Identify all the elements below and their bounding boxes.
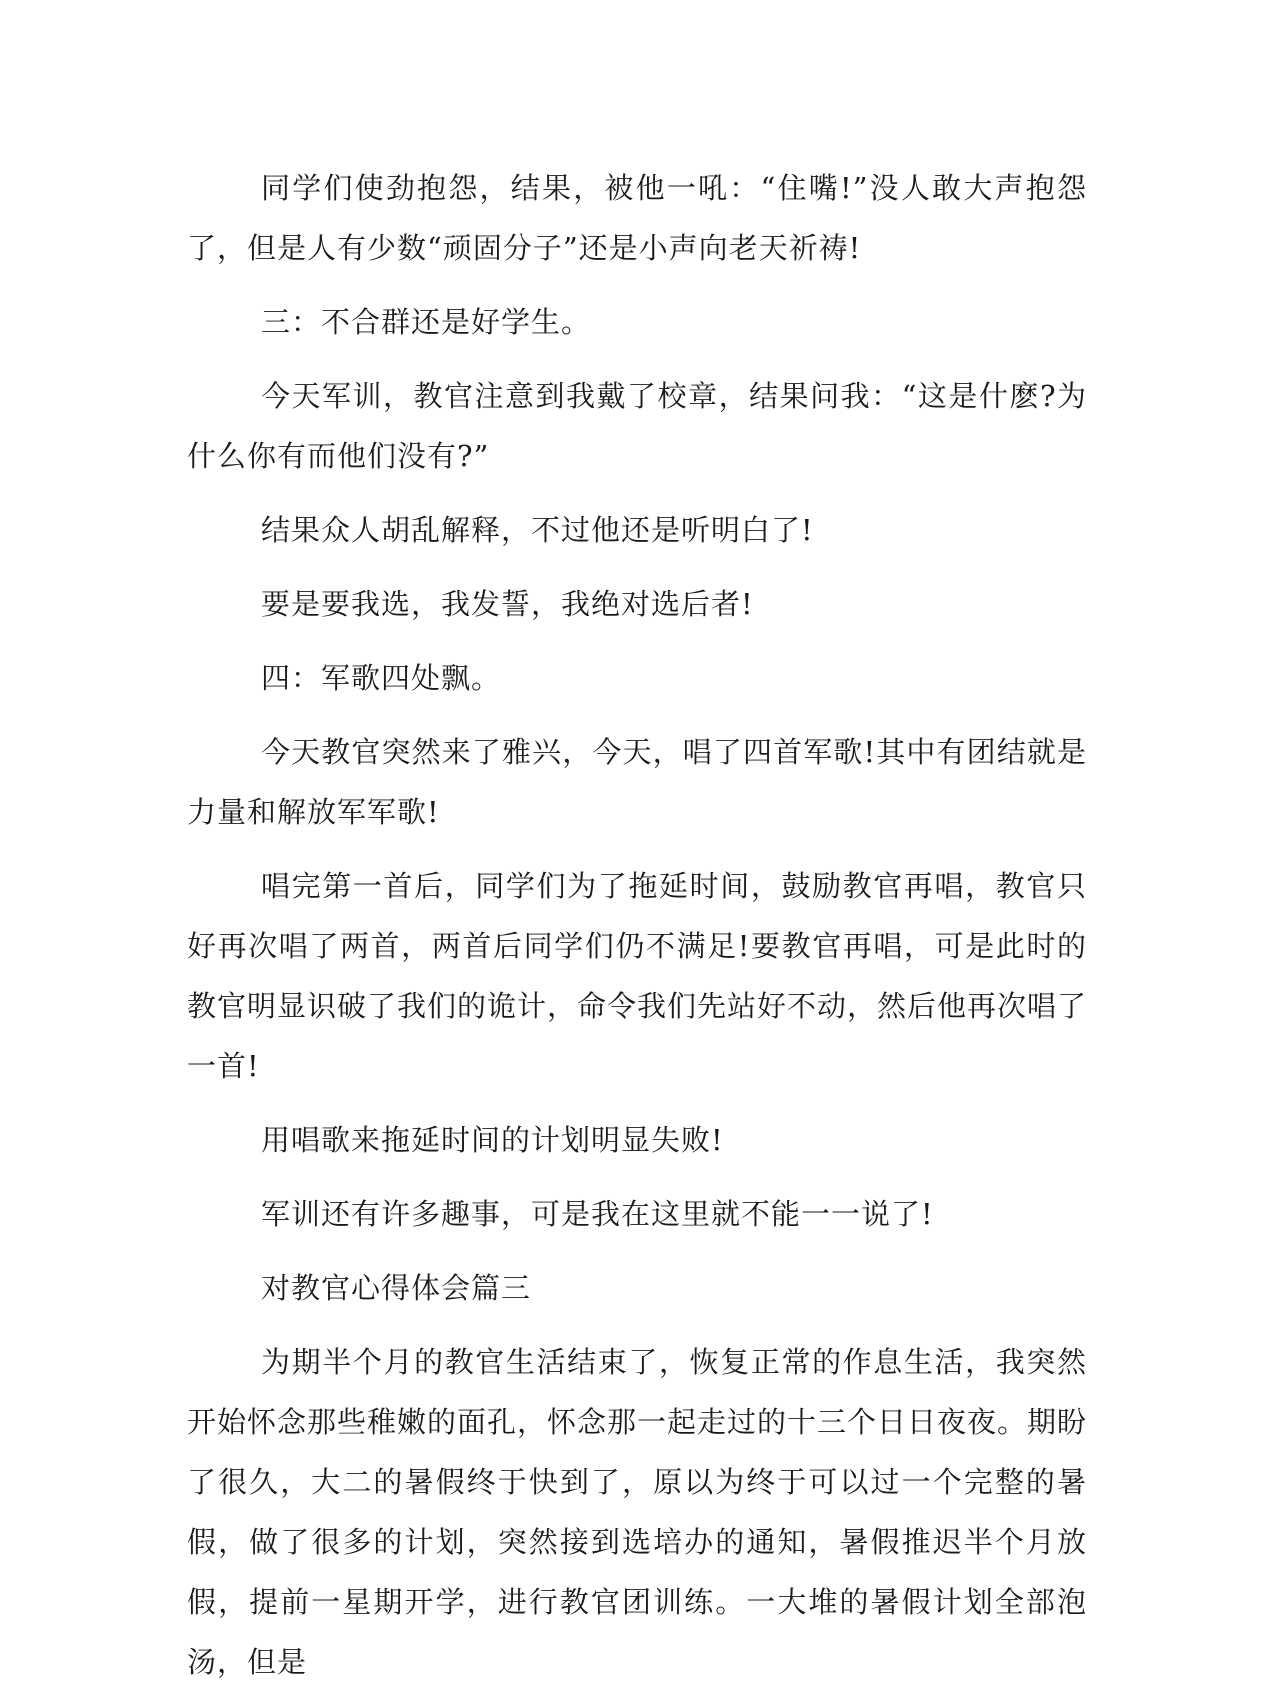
- paragraph-12: 为期半个月的教官生活结束了，恢复正常的作息生活，我突然开始怀念那些稚嫩的面孔，怀念那一起走过的十三个日日夜夜。期盼了很久，大二的暑假终于快到了，原以为终于可以过一个完整的暑假，做了很多的计划，突然接到选培办的通知，暑假推迟半个月放假，提前一星期开学，进行教官团训练。一大堆的暑假计划全部泡汤，但是: [187, 1345, 1088, 1679]
- section-heading: 对教官心得体会篇三: [261, 1271, 532, 1305]
- paragraph-9: 用唱歌来拖延时间的计划明显失败!: [261, 1123, 724, 1157]
- paragraph-4: 结果众人胡乱解释，不过他还是听明白了!: [261, 513, 814, 547]
- document-body: [187, 158, 1087, 1692]
- paragraph-5: 要是要我选，我发誓，我绝对选后者!: [261, 587, 754, 621]
- paragraph-7: 今天教官突然来了雅兴，今天，唱了四首军歌!其中有团结就是力量和解放军军歌!: [187, 735, 1087, 829]
- paragraph-2: 三：不合群还是好学生。: [261, 305, 592, 339]
- paragraph-6: 四：军歌四处飘。: [261, 661, 502, 695]
- paragraph-3: 今天军训，教官注意到我戴了校章，结果问我：“这是什麽?为什么你有而他们没有?”: [187, 379, 1087, 473]
- paragraph-10: 军训还有许多趣事，可是我在这里就不能一一说了!: [261, 1197, 934, 1231]
- paragraph-1: 同学们使劲抱怨，结果，被他一吼：“住嘴!”没人敢大声抱怨了，但是人有少数“顽固分子”还是小声向老天祈祷!: [187, 171, 1087, 265]
- paragraph-8: 唱完第一首后，同学们为了拖延时间，鼓励教官再唱，教官只好再次唱了两首，两首后同学们仍不满足!要教官再唱，可是此时的教官明显识破了我们的诡计，命令我们先站好不动，然后他再次唱了一首!: [187, 869, 1088, 1083]
